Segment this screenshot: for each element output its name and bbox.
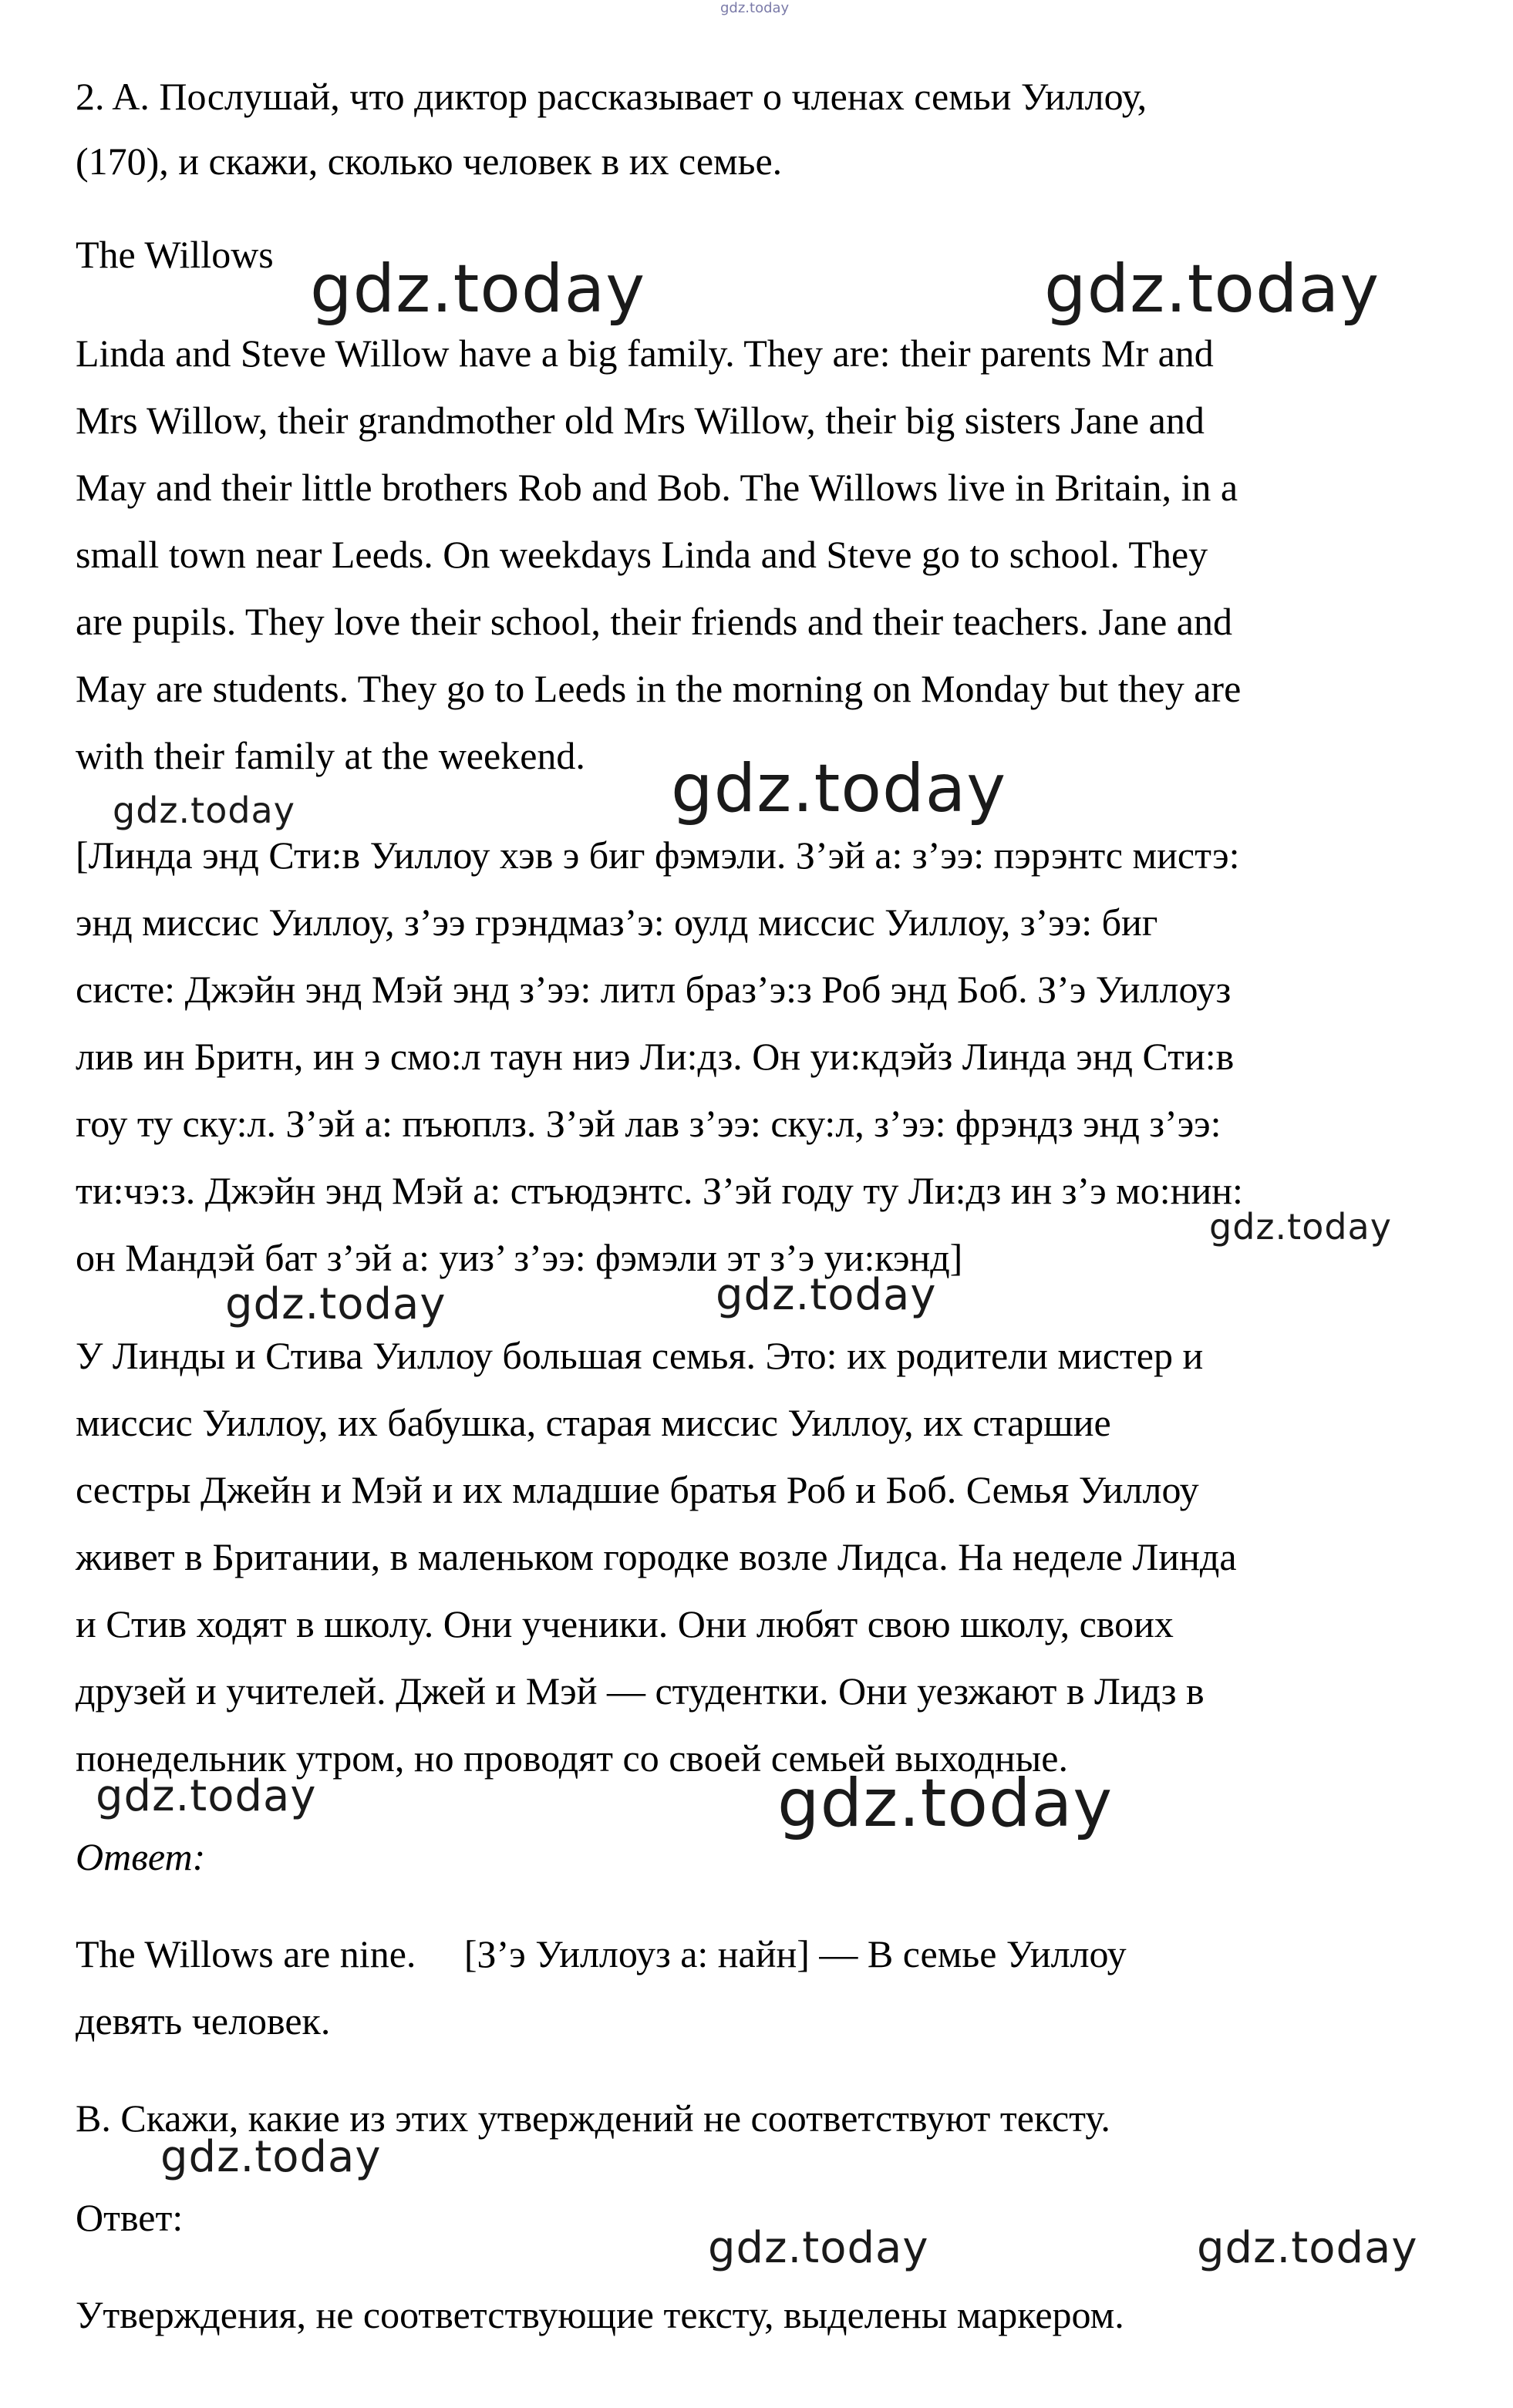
transcription-line-5: гоу ту ску:л. З’эй а: пъюплз. З’эй лав з’ээ: ску:л, з’ээ: фрэндз энд з’ээ: [76, 1102, 1222, 1145]
english-line-4: small town near Leeds. On weekdays Linda and Steve go to school. They [76, 533, 1208, 576]
translation-line-1: У Линды и Стива Уиллоу большая семья. Это: их родители мистер и [76, 1334, 1204, 1377]
watermark-11: gdz.today [708, 2223, 929, 2273]
transcription-line-3: систе: Джэйн энд Мэй энд з’ээ: литл браз’э:з Роб энд Боб. З’э Уиллоуз [76, 968, 1232, 1011]
watermark-9: gdz.today [777, 1765, 1114, 1842]
translation-line-5: и Стив ходят в школу. Они ученики. Они любят свою школу, своих [76, 1602, 1174, 1645]
answer-a-line-2: девять человек. [76, 1999, 331, 2043]
translation-line-4: живет в Британии, в маленьком городке возле Лидса. На неделе Линда [76, 1535, 1237, 1578]
transcription-line-2: энд миссис Уиллоу, з’ээ грэндмаз’э: оулд миссис Уиллоу, з’ээ: биг [76, 901, 1158, 944]
english-line-1: Linda and Steve Willow have a big family. They are: their parents Mr and [76, 332, 1214, 375]
watermark-3: gdz.today [113, 790, 295, 831]
watermark-2: gdz.today [1044, 251, 1380, 328]
translation-line-2: миссис Уиллоу, их бабушка, старая миссис Уиллоу, их старшие [76, 1401, 1111, 1444]
translation-line-7: понедельник утром, но проводят со своей семьей выходные. [76, 1736, 1068, 1780]
translation-line-3: сестры Джейн и Мэй и их младшие братья Роб и Боб. Семья Уиллоу [76, 1468, 1199, 1511]
answer-a-label: Ответ: [76, 1835, 206, 1878]
english-line-6: May are students. They go to Leeds in the morning on Monday but they are [76, 667, 1242, 710]
header-watermark: gdz.today [720, 0, 790, 16]
transcription-line-6: ти:чэ:з. Джэйн энд Мэй а: стъюдэнтс. З’эй году ту Ли:дз ин з’э мо:нин: [76, 1169, 1243, 1212]
english-line-5: are pupils. They love their school, their friends and their teachers. Jane and [76, 600, 1232, 643]
watermark-8: gdz.today [96, 1771, 317, 1821]
text-title: The Willows [76, 233, 274, 276]
watermark-5: gdz.today [1209, 1206, 1392, 1248]
task-a-line-1: 2. A. Послушай, что диктор рассказывает о членах семьи Уиллоу, [76, 75, 1147, 118]
watermark-4: gdz.today [671, 750, 1007, 827]
watermark-7: gdz.today [716, 1270, 937, 1320]
watermark-10: gdz.today [160, 2132, 382, 2182]
watermark-1: gdz.today [310, 251, 646, 328]
translation-line-6: друзей и учителей. Джей и Мэй — студентки. Они уезжают в Лидз в [76, 1669, 1205, 1713]
transcription-line-4: лив ин Бритн, ин э смо:л таун ниэ Ли:дз. Он уи:кдэйз Линда энд Сти:в [76, 1035, 1235, 1078]
task-a-line-2: (170), и скажи, сколько человек в их семье. [76, 140, 783, 183]
answer-a-line-1: The Willows are nine. [З’э Уиллоуз а: найн] — В семье Уиллоу [76, 1932, 1127, 1975]
transcription-line-7: он Мандэй бат з’эй а: уиз’ з’ээ: фэмэли эт з’э уи:кэнд] [76, 1236, 963, 1279]
task-b-label: Ответ: [76, 2196, 184, 2239]
watermark-6: gdz.today [225, 1279, 446, 1329]
english-line-2: Mrs Willow, their grandmother old Mrs Willow, their big sisters Jane and [76, 399, 1205, 442]
english-line-7: with their family at the weekend. [76, 734, 585, 777]
english-line-3: May and their little brothers Rob and Bob. The Willows live in Britain, in a [76, 466, 1238, 509]
watermark-12: gdz.today [1197, 2223, 1418, 2273]
task-b-question: B. Скажи, какие из этих утверждений не соответствуют тексту. [76, 2096, 1110, 2140]
task-b-answer: Утверждения, не соответствующие тексту, выделены маркером. [76, 2293, 1124, 2336]
transcription-line-1: [Линда энд Сти:в Уиллоу хэв э биг фэмэли. З’эй а: з’ээ: пэрэнтс мистэ: [76, 834, 1240, 877]
